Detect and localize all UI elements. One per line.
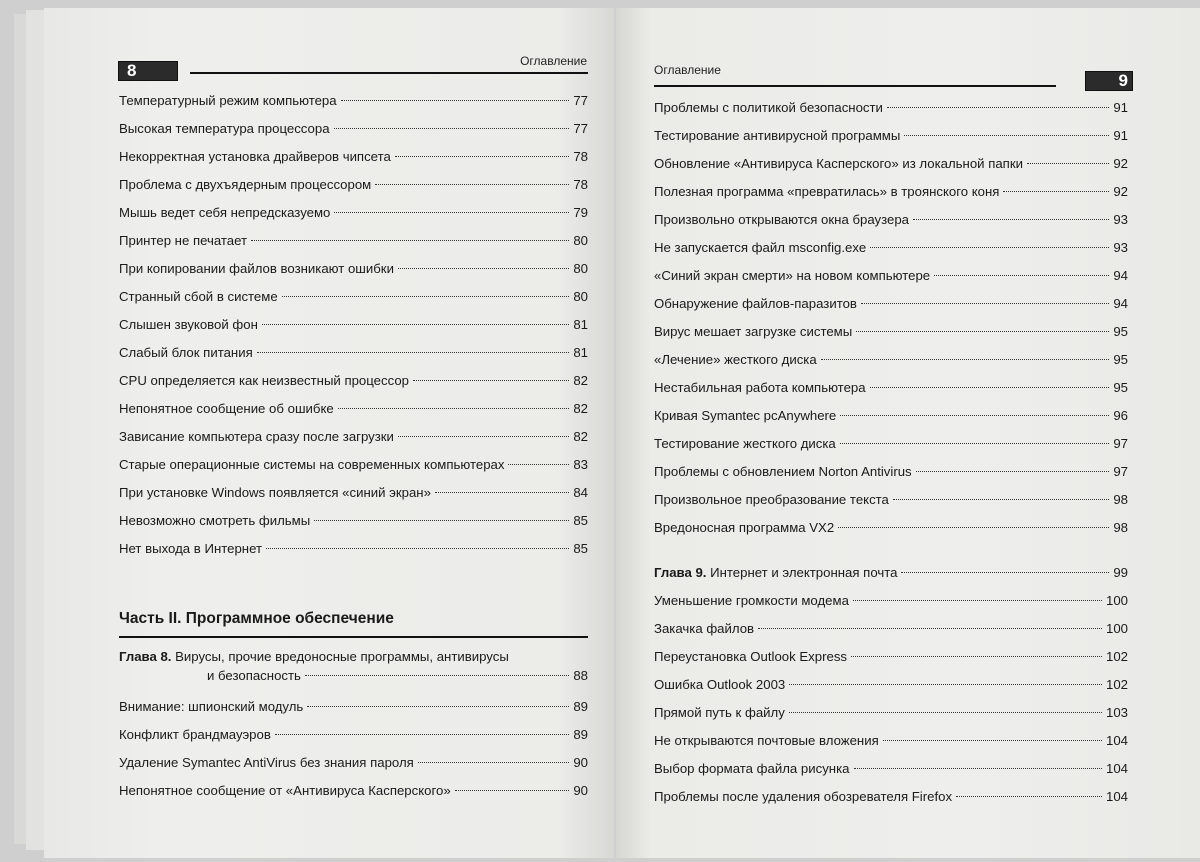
chapter-title: Интернет и электронная почта bbox=[710, 565, 898, 580]
toc-entry[interactable] bbox=[654, 643, 1128, 671]
leader-dots bbox=[854, 768, 1102, 769]
page-ref: 100 bbox=[1105, 593, 1128, 608]
leader-dots bbox=[870, 387, 1110, 388]
entry-title: Выбор формата файла рисунка bbox=[654, 761, 850, 776]
entry-title: Проблемы с политикой безопасности bbox=[654, 100, 883, 115]
page-ref: 78 bbox=[573, 149, 588, 164]
page-ref: 88 bbox=[573, 668, 588, 683]
page-ref: 100 bbox=[1105, 621, 1128, 636]
entry-title: Вирус мешает загрузке системы bbox=[654, 324, 853, 339]
toc-entry[interactable] bbox=[119, 171, 588, 199]
leader-dots bbox=[257, 352, 570, 353]
toc-entry[interactable] bbox=[654, 430, 1128, 458]
entry-title: Прямой путь к файлу bbox=[654, 705, 785, 720]
page-number: 9 bbox=[1085, 71, 1133, 91]
entry-title: CPU определяется как неизвестный процессор bbox=[119, 373, 410, 388]
toc-entry[interactable] bbox=[119, 749, 588, 777]
chapter-label: Глава 8. bbox=[119, 649, 172, 664]
entry-title: Нет выхода в Интернет bbox=[119, 541, 263, 556]
page-ref: 94 bbox=[1113, 268, 1128, 283]
leader-dots bbox=[887, 107, 1109, 108]
entry-title: Произвольное преобразование текста bbox=[654, 492, 889, 507]
entry-title: Удаление Symantec AntiVirus без знания пароля bbox=[119, 755, 414, 770]
toc-entry[interactable] bbox=[119, 451, 588, 479]
entry-title: Конфликт брандмауэров bbox=[119, 727, 271, 742]
right-page bbox=[616, 8, 1200, 858]
leader-dots bbox=[956, 796, 1102, 797]
entry-title: Ошибка Outlook 2003 bbox=[654, 677, 786, 692]
toc-entry[interactable] bbox=[654, 178, 1128, 206]
page-ref: 89 bbox=[573, 699, 588, 714]
entry-title: Проблема с двухъядерным процессором bbox=[119, 177, 372, 192]
toc-entry[interactable] bbox=[119, 255, 588, 283]
leader-dots bbox=[413, 380, 569, 381]
leader-dots bbox=[883, 740, 1102, 741]
toc-entry[interactable] bbox=[654, 402, 1128, 430]
leader-dots bbox=[789, 712, 1102, 713]
toc-entry[interactable] bbox=[654, 755, 1128, 783]
leader-dots bbox=[307, 706, 569, 707]
toc-entry[interactable] bbox=[119, 143, 588, 171]
toc-entry[interactable] bbox=[119, 227, 588, 255]
chapter-entry[interactable] bbox=[119, 649, 588, 687]
toc-entry[interactable] bbox=[654, 290, 1128, 318]
entry-title: Непонятное сообщение от «Антивируса Касперского» bbox=[119, 783, 451, 798]
entry-title: При установке Windows появляется «синий экран» bbox=[119, 485, 431, 500]
entry-title: Температурный режим компьютера bbox=[119, 93, 337, 108]
page-ref: 92 bbox=[1113, 184, 1128, 199]
entry-title: Странный сбой в системе bbox=[119, 289, 278, 304]
page-ref: 103 bbox=[1105, 705, 1128, 720]
page-ref: 81 bbox=[573, 317, 588, 332]
left-page bbox=[44, 8, 614, 858]
toc-entry[interactable] bbox=[119, 777, 588, 805]
entry-title: Не запускается файл msconfig.exe bbox=[654, 240, 867, 255]
toc-entry[interactable] bbox=[119, 115, 588, 143]
toc-entry[interactable] bbox=[119, 507, 588, 535]
page-ref: 91 bbox=[1113, 128, 1128, 143]
page-ref: 104 bbox=[1105, 733, 1128, 748]
leader-dots bbox=[435, 492, 569, 493]
page-ref: 99 bbox=[1113, 565, 1128, 580]
page-ref: 95 bbox=[1113, 352, 1128, 367]
entry-title: Внимание: шпионский модуль bbox=[119, 699, 304, 714]
toc-entry[interactable] bbox=[654, 94, 1128, 122]
toc-entry[interactable] bbox=[654, 206, 1128, 234]
entry-title: Некорректная установка драйверов чипсета bbox=[119, 149, 391, 164]
page-ref: 84 bbox=[573, 485, 588, 500]
toc-entry[interactable] bbox=[119, 395, 588, 423]
page-ref: 90 bbox=[573, 783, 588, 798]
toc-entry[interactable] bbox=[654, 374, 1128, 402]
page-ref: 78 bbox=[573, 177, 588, 192]
entry-title: При копировании файлов возникают ошибки bbox=[119, 261, 394, 276]
page-ref: 98 bbox=[1113, 492, 1128, 507]
chapter-label: Глава 9. bbox=[654, 565, 707, 580]
toc-list bbox=[654, 587, 1128, 811]
toc-entry[interactable] bbox=[119, 87, 588, 115]
toc-list bbox=[119, 693, 588, 805]
page-ref: 91 bbox=[1113, 100, 1128, 115]
page-ref: 90 bbox=[573, 755, 588, 770]
leader-dots bbox=[418, 762, 570, 763]
page-ref: 82 bbox=[573, 401, 588, 416]
leader-dots bbox=[893, 499, 1109, 500]
entry-title: Тестирование жесткого диска bbox=[654, 436, 836, 451]
entry-title: Высокая температура процессора bbox=[119, 121, 330, 136]
leader-dots bbox=[840, 443, 1110, 444]
leader-dots bbox=[913, 219, 1109, 220]
entry-title: Уменьшение громкости модема bbox=[654, 593, 849, 608]
toc-entry[interactable] bbox=[654, 346, 1128, 374]
page-ref: 85 bbox=[573, 541, 588, 556]
page-ref: 102 bbox=[1105, 649, 1128, 664]
leader-dots bbox=[251, 240, 569, 241]
page-ref: 92 bbox=[1113, 156, 1128, 171]
toc-entry[interactable] bbox=[119, 721, 588, 749]
leader-dots bbox=[455, 790, 570, 791]
toc-entry[interactable] bbox=[119, 479, 588, 507]
entry-title: Принтер не печатает bbox=[119, 233, 248, 248]
toc-entry[interactable] bbox=[119, 339, 588, 367]
entry-title: Слышен звуковой фон bbox=[119, 317, 258, 332]
leader-dots bbox=[853, 600, 1102, 601]
running-head: Оглавление bbox=[520, 54, 587, 68]
page-ref: 77 bbox=[573, 121, 588, 136]
leader-dots bbox=[840, 415, 1109, 416]
leader-dots bbox=[856, 331, 1109, 332]
entry-title: Нестабильная работа компьютера bbox=[654, 380, 866, 395]
page-ref: 83 bbox=[573, 457, 588, 472]
leader-dots bbox=[821, 359, 1110, 360]
toc-entry[interactable] bbox=[654, 458, 1128, 486]
toc-entry[interactable] bbox=[119, 535, 588, 563]
entry-title: Мышь ведет себя непредсказуемо bbox=[119, 205, 331, 220]
entry-title: Обновление «Антивируса Касперского» из локальной папки bbox=[654, 156, 1023, 171]
page-ref: 77 bbox=[573, 93, 588, 108]
leader-dots bbox=[398, 436, 569, 437]
leader-dots bbox=[398, 268, 569, 269]
toc-entry[interactable] bbox=[119, 693, 588, 721]
toc-entry[interactable] bbox=[654, 615, 1128, 643]
leader-dots bbox=[904, 135, 1109, 136]
toc-entry[interactable] bbox=[654, 671, 1128, 699]
part-rule bbox=[119, 636, 588, 638]
leader-dots bbox=[861, 303, 1109, 304]
toc-entry[interactable] bbox=[119, 311, 588, 339]
page-ref: 80 bbox=[573, 289, 588, 304]
entry-title: Тестирование антивирусной программы bbox=[654, 128, 901, 143]
leader-dots bbox=[851, 656, 1102, 657]
toc-list bbox=[654, 94, 1128, 542]
toc-entry[interactable] bbox=[654, 514, 1128, 542]
page-ref: 104 bbox=[1105, 761, 1128, 776]
header-rule bbox=[190, 72, 588, 74]
toc-entry[interactable] bbox=[654, 262, 1128, 290]
toc-entry[interactable] bbox=[654, 234, 1128, 262]
chapter-entry[interactable] bbox=[654, 559, 1128, 587]
entry-title: «Синий экран смерти» на новом компьютере bbox=[654, 268, 931, 283]
page-ref: 104 bbox=[1105, 789, 1128, 804]
entry-title: Зависание компьютера сразу после загрузки bbox=[119, 429, 394, 444]
leader-dots bbox=[375, 184, 569, 185]
page-ref: 97 bbox=[1113, 436, 1128, 451]
toc-entry[interactable] bbox=[654, 486, 1128, 514]
entry-title: Непонятное сообщение об ошибке bbox=[119, 401, 334, 416]
leader-dots bbox=[789, 684, 1102, 685]
page-ref: 81 bbox=[573, 345, 588, 360]
entry-title: Слабый блок питания bbox=[119, 345, 253, 360]
leader-dots bbox=[901, 572, 1109, 573]
leader-dots bbox=[838, 527, 1109, 528]
page-ref: 98 bbox=[1113, 520, 1128, 535]
entry-title: Проблемы после удаления обозревателя Firefox bbox=[654, 789, 953, 804]
entry-title: «Лечение» жесткого диска bbox=[654, 352, 817, 367]
header-rule bbox=[654, 85, 1056, 87]
toc-entry[interactable] bbox=[654, 318, 1128, 346]
running-head: Оглавление bbox=[654, 63, 721, 77]
chapter-title: Вирусы, прочие вредоносные программы, антивирусы bbox=[175, 649, 509, 664]
entry-title: Проблемы с обновлением Norton Antivirus bbox=[654, 464, 912, 479]
toc-entry[interactable] bbox=[119, 423, 588, 451]
toc-entry[interactable] bbox=[654, 783, 1128, 811]
page-ref: 82 bbox=[573, 373, 588, 388]
toc-entry[interactable] bbox=[654, 587, 1128, 615]
leader-dots bbox=[870, 247, 1109, 248]
page-ref: 96 bbox=[1113, 408, 1128, 423]
leader-dots bbox=[1027, 163, 1109, 164]
page-ref: 95 bbox=[1113, 380, 1128, 395]
page-number: 8 bbox=[118, 61, 178, 81]
page-ref: 97 bbox=[1113, 464, 1128, 479]
chapter-title-cont: и безопасность bbox=[207, 668, 301, 683]
page-ref: 79 bbox=[573, 205, 588, 220]
toc-entry[interactable] bbox=[654, 150, 1128, 178]
toc-entry[interactable] bbox=[119, 199, 588, 227]
leader-dots bbox=[334, 212, 569, 213]
leader-dots bbox=[266, 548, 569, 549]
entry-title: Невозможно смотреть фильмы bbox=[119, 513, 311, 528]
leader-dots bbox=[1003, 191, 1109, 192]
leader-dots bbox=[934, 275, 1109, 276]
entry-title: Кривая Symantec pcAnywhere bbox=[654, 408, 837, 423]
toc-entry[interactable] bbox=[654, 122, 1128, 150]
entry-title: Произвольно открываются окна браузера bbox=[654, 212, 910, 227]
leader-dots bbox=[305, 675, 569, 676]
toc-entry[interactable] bbox=[119, 367, 588, 395]
page-ref: 80 bbox=[573, 261, 588, 276]
leader-dots bbox=[916, 471, 1110, 472]
page-ref: 102 bbox=[1105, 677, 1128, 692]
leader-dots bbox=[275, 734, 569, 735]
toc-entry[interactable] bbox=[119, 283, 588, 311]
entry-title: Вредоносная программа VX2 bbox=[654, 520, 835, 535]
page-ref: 89 bbox=[573, 727, 588, 742]
entry-title: Полезная программа «превратилась» в троянского коня bbox=[654, 184, 1000, 199]
page-ref: 93 bbox=[1113, 240, 1128, 255]
leader-dots bbox=[508, 464, 569, 465]
entry-title: Переустановка Outlook Express bbox=[654, 649, 848, 664]
page-ref: 94 bbox=[1113, 296, 1128, 311]
toc-entry[interactable] bbox=[654, 727, 1128, 755]
leader-dots bbox=[314, 520, 569, 521]
page-ref: 80 bbox=[573, 233, 588, 248]
entry-title: Старые операционные системы на современных компьютерах bbox=[119, 457, 505, 472]
leader-dots bbox=[341, 100, 570, 101]
page-ref: 82 bbox=[573, 429, 588, 444]
leader-dots bbox=[334, 128, 570, 129]
leader-dots bbox=[338, 408, 570, 409]
leader-dots bbox=[262, 324, 569, 325]
leader-dots bbox=[282, 296, 570, 297]
leader-dots bbox=[395, 156, 570, 157]
toc-list bbox=[119, 87, 588, 563]
entry-title: Закачка файлов bbox=[654, 621, 755, 636]
entry-title: Не открываются почтовые вложения bbox=[654, 733, 879, 748]
leader-dots bbox=[758, 628, 1102, 629]
page-ref: 95 bbox=[1113, 324, 1128, 339]
part-title: Часть II. Программное обеспечение bbox=[119, 610, 394, 627]
entry-title: Обнаружение файлов-паразитов bbox=[654, 296, 857, 311]
toc-entry[interactable] bbox=[654, 699, 1128, 727]
page-ref: 93 bbox=[1113, 212, 1128, 227]
page-ref: 85 bbox=[573, 513, 588, 528]
